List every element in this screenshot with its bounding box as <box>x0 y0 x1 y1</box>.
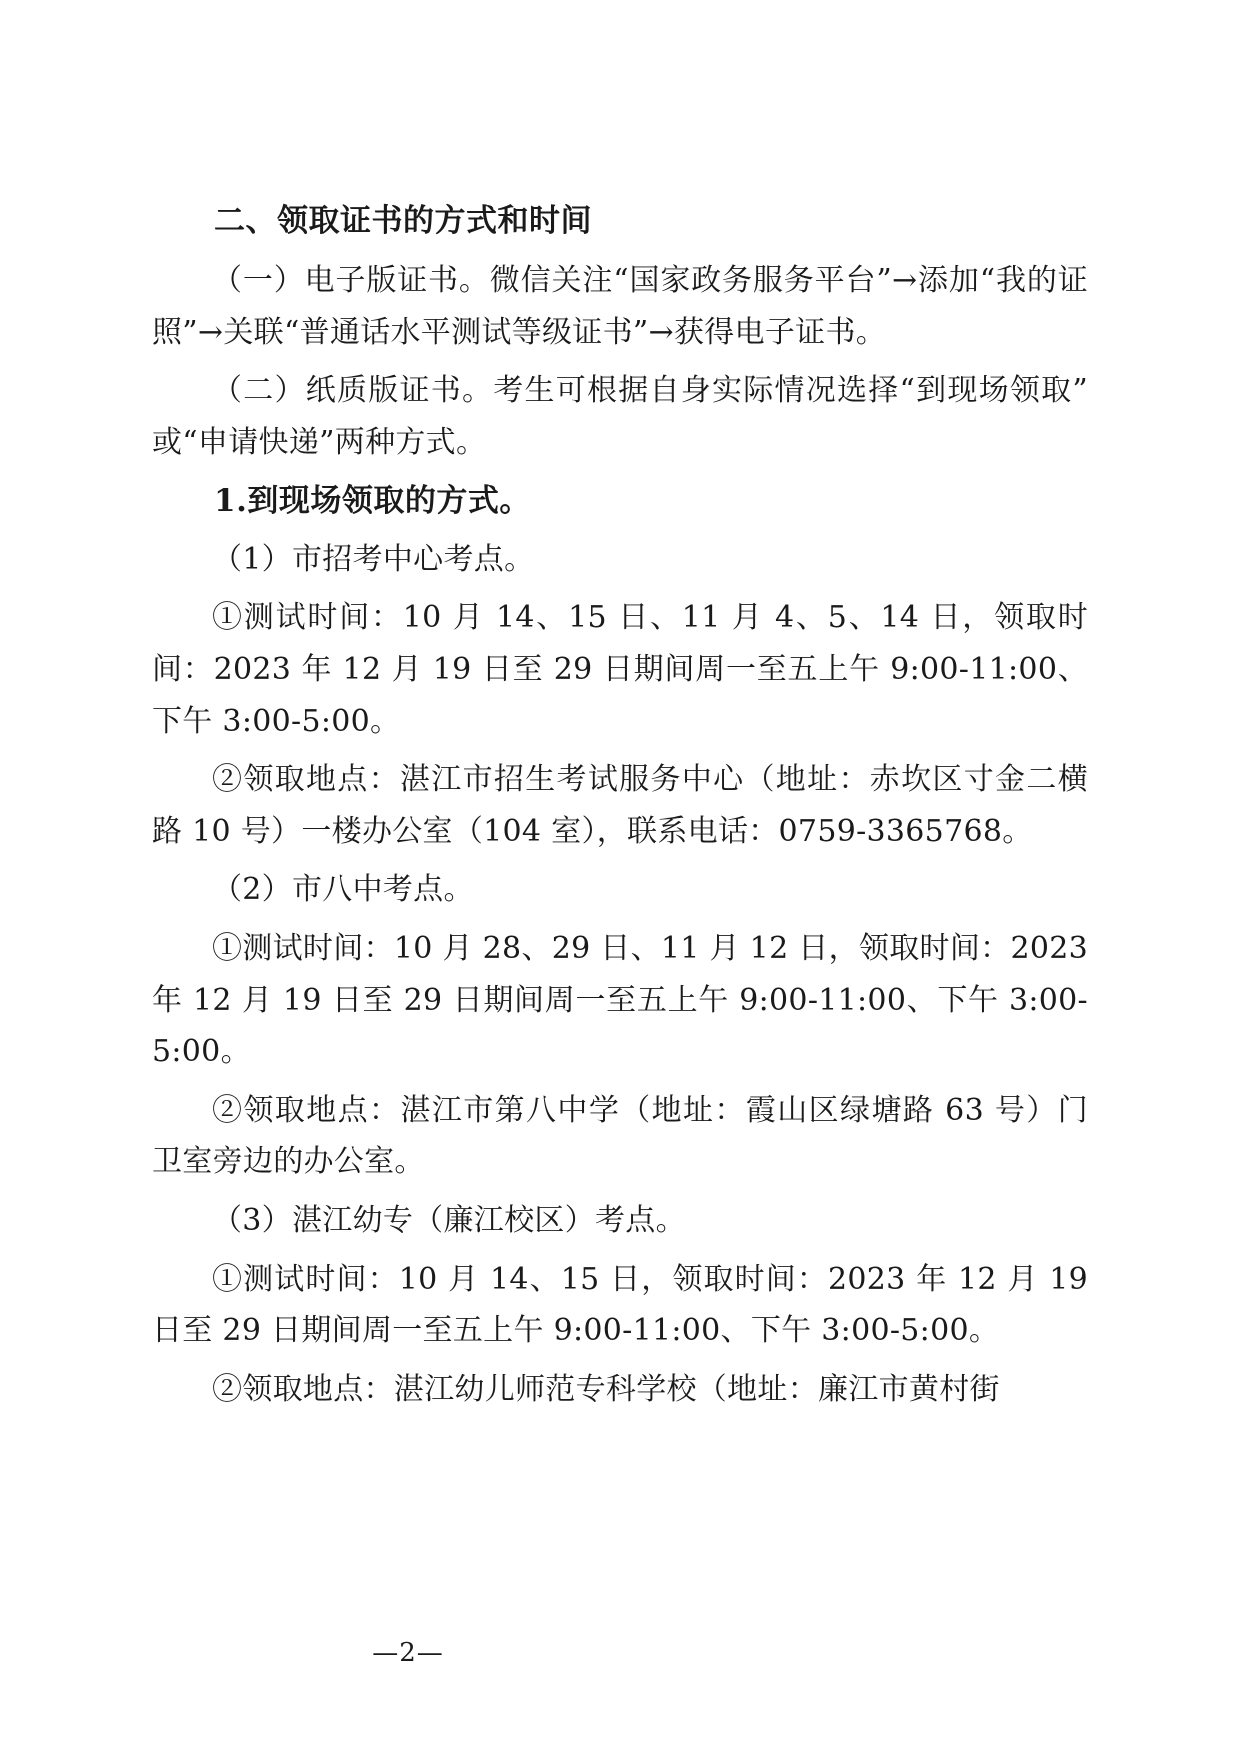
item-line-no8-middle-school-location: ②领取地点：湛江市第八中学（地址：霞山区绿塘路 63 号）门卫室旁边的办公室。 <box>152 1092 1088 1180</box>
sub-heading-onsite-pickup: 1.到现场领取的方式。 <box>214 482 531 519</box>
item-line-no8-middle-school-time: ①测试时间：10 月 28、29 日、11 月 12 日，领取时间：2023 年 12 月 19 日至 29 日期间周一至五上午 9:00-11:00、下午 3:00-5:00。 <box>152 930 1088 1070</box>
document-body <box>152 196 1088 1415</box>
item-line-exam-center-location: ②领取地点：湛江市招生考试服务中心（地址：赤坎区寸金二横路 10 号）一楼办公室（104 室），联系电话：0759-3365768。 <box>152 762 1088 849</box>
item-line-zhanjiang-youzhuan-time: ①测试时间：10 月 14、15 日，领取时间：2023 年 12 月 19 日至 29 日期间周一至五上午 9:00-11:00、下午 3:00-5:00。 <box>152 1261 1088 1349</box>
item-line-exam-center-time: ①测试时间：10 月 14、15 日、11 月 4、5、14 日，领取时间：2023 年 12 月 19 日至 29 日期间周一至五上午 9:00-11:00、下午 3:00-5:00。 <box>152 600 1088 739</box>
item-line-zhanjiang-youzhuan-location: ②领取地点：湛江幼儿师范专科学校（地址：廉江市黄村街 <box>212 1371 1000 1407</box>
page-footer <box>0 1638 1240 1668</box>
item-title-exam-center: （1）市招考中心考点。 <box>212 541 535 577</box>
paragraph-electronic-certificate: （一）电子版证书。微信关注“国家政务服务平台”→添加“我的证照”→关联“普通话水平测试等级证书”→获得电子证书。 <box>152 263 1088 350</box>
page-number: —2— <box>372 1638 444 1668</box>
item-title-zhanjiang-youzhuan: （3）湛江幼专（廉江校区）考点。 <box>212 1202 686 1238</box>
paragraph-paper-certificate: （二）纸质版证书。考生可根据自身实际情况选择“到现场领取”或“申请快递”两种方式。 <box>152 373 1088 460</box>
item-title-no8-middle-school: （2）市八中考点。 <box>212 872 474 908</box>
section-heading: 二、领取证书的方式和时间 <box>214 203 592 239</box>
